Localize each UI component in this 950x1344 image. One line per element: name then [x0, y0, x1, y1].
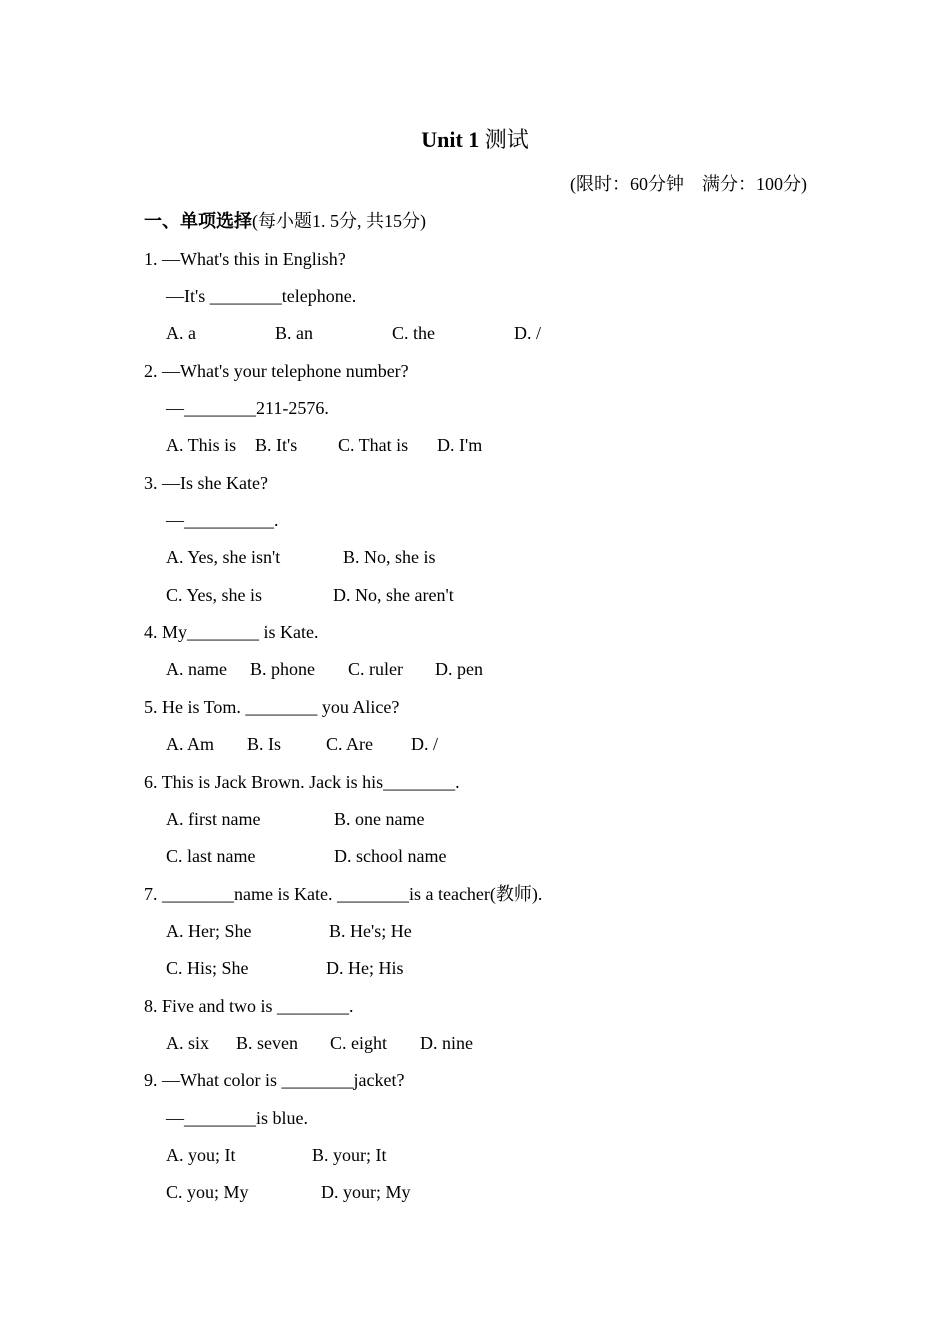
question-1-stem: 1. —What's this in English? — [144, 249, 346, 269]
page-title — [0, 124, 950, 156]
question-1-sub: —It's ________telephone. — [166, 286, 357, 306]
option-b: B. Is — [247, 734, 282, 754]
question-8-options — [166, 1030, 473, 1056]
question-4-options — [166, 656, 483, 682]
question-1-options — [166, 320, 541, 346]
option-c: C. His; She — [166, 958, 249, 978]
option-a: A. Am — [166, 734, 215, 754]
question-9-options-row2 — [166, 1179, 411, 1205]
question-5-options — [166, 731, 438, 757]
question-3-options-row1 — [166, 544, 436, 570]
option-b: B. No, she is — [343, 547, 436, 567]
option-c: C. eight — [330, 1033, 387, 1053]
question-6-options-row2 — [166, 843, 446, 869]
question-6-stem: 6. This is Jack Brown. Jack is his________. — [144, 772, 460, 792]
question-3-sub: —__________. — [166, 510, 279, 530]
option-b: B. It's — [255, 435, 298, 455]
question-5-stem: 5. He is Tom. ________ you Alice? — [144, 697, 400, 717]
option-c: C. last name — [166, 846, 256, 866]
question-3-options-row2 — [166, 582, 454, 608]
question-9-options-row1 — [166, 1142, 387, 1168]
question-2-stem: 2. —What's your telephone number? — [144, 361, 409, 381]
option-b: B. He's; He — [329, 921, 412, 941]
title-en: Unit 1 — [421, 127, 480, 152]
question-2-options — [166, 432, 482, 458]
option-c: C. Are — [326, 734, 373, 754]
option-d: D. school name — [334, 846, 447, 866]
question-8-stem: 8. Five and two is ________. — [144, 996, 354, 1016]
option-a: A. you; It — [166, 1145, 236, 1165]
option-b: B. phone — [250, 659, 315, 679]
option-c: C. the — [392, 323, 435, 343]
option-c: C. Yes, she is — [166, 585, 263, 605]
title-cn: 测试 — [479, 127, 529, 152]
option-a: A. six — [166, 1033, 210, 1053]
option-d: D. nine — [420, 1033, 473, 1053]
option-a: A. This is — [166, 435, 237, 455]
option-d: D. I'm — [437, 435, 483, 455]
question-7-options-row1 — [166, 918, 412, 944]
question-9-stem: 9. —What color is ________jacket? — [144, 1070, 405, 1090]
question-2-sub: —________211-2576. — [166, 398, 329, 418]
option-c: C. That is — [338, 435, 409, 455]
option-d: D. He; His — [326, 958, 404, 978]
section-head: 一、单项选择 — [144, 211, 252, 231]
question-6-options-row1 — [166, 806, 424, 832]
question-4-stem: 4. My________ is Kate. — [144, 622, 319, 642]
option-a: A. a — [166, 323, 196, 343]
option-d: D. No, she aren't — [333, 585, 454, 605]
question-3-stem: 3. —Is she Kate? — [144, 473, 268, 493]
option-d: D. / — [514, 323, 541, 343]
option-b: B. one name — [334, 809, 425, 829]
option-d: D. your; My — [321, 1182, 411, 1202]
section-note: (每小题1. 5分, 共15分) — [252, 211, 426, 231]
option-a: A. Her; She — [166, 921, 252, 941]
option-d: D. pen — [435, 659, 483, 679]
option-b: B. your; It — [312, 1145, 387, 1165]
question-7-stem: 7. ________name is Kate. ________is a teacher(教师). — [144, 884, 543, 904]
question-7-options-row2 — [166, 955, 404, 981]
option-b: B. an — [275, 323, 313, 343]
question-9-sub: —________is blue. — [166, 1108, 308, 1128]
option-c: C. you; My — [166, 1182, 249, 1202]
option-d: D. / — [411, 734, 438, 754]
option-a: A. name — [166, 659, 227, 679]
time-score-info: (限时：60分钟 满分：100分) — [570, 174, 807, 194]
option-a: A. Yes, she isn't — [166, 547, 281, 567]
option-a: A. first name — [166, 809, 261, 829]
option-b: B. seven — [236, 1033, 298, 1053]
section-heading — [144, 208, 426, 234]
option-c: C. ruler — [348, 659, 403, 679]
